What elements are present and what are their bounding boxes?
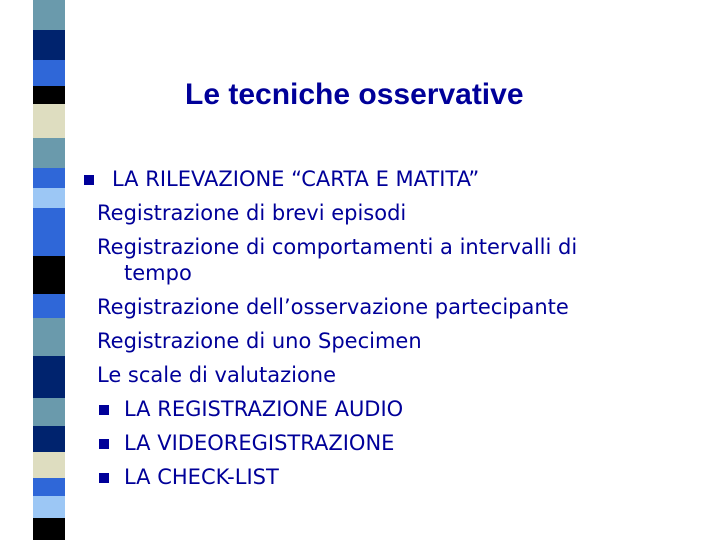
stripe-block bbox=[33, 518, 65, 540]
stripe-block bbox=[33, 426, 65, 452]
list-item bbox=[97, 196, 697, 230]
stripe-block bbox=[33, 496, 65, 518]
stripe-block bbox=[33, 398, 65, 426]
slide-title: Le tecniche osservative bbox=[185, 78, 524, 111]
list-item bbox=[97, 392, 697, 426]
list-item-text: Registrazione di brevi episodi bbox=[97, 201, 407, 225]
list-item bbox=[97, 358, 697, 392]
stripe-block bbox=[33, 256, 65, 294]
list-item bbox=[97, 426, 697, 460]
stripe-block bbox=[33, 452, 65, 478]
list-item-text: Registrazione di uno Specimen bbox=[97, 329, 422, 353]
list-item-text: Registrazione dell’osservazione partecipante bbox=[97, 295, 569, 319]
stripe-block bbox=[33, 356, 65, 398]
stripe-block bbox=[33, 60, 65, 86]
list-item-text: tempo bbox=[124, 261, 192, 285]
list-item bbox=[97, 324, 697, 358]
stripe-block bbox=[33, 294, 65, 318]
slide-content bbox=[97, 162, 697, 494]
list-item-text: Registrazione di comportamenti a intervalli di bbox=[97, 235, 578, 259]
list-item-text: LA RILEVAZIONE “CARTA E MATITA” bbox=[112, 167, 480, 191]
stripe-block bbox=[33, 208, 65, 256]
stripe-block bbox=[33, 478, 65, 496]
list-item-text: LA CHECK-LIST bbox=[124, 465, 279, 489]
decorative-stripe bbox=[33, 0, 65, 540]
stripe-block bbox=[33, 168, 65, 188]
stripe-block bbox=[33, 318, 65, 356]
square-bullet-icon bbox=[84, 175, 94, 185]
square-bullet-icon bbox=[99, 473, 109, 483]
stripe-block bbox=[33, 86, 65, 104]
square-bullet-icon bbox=[99, 405, 109, 415]
list-item-text: LA REGISTRAZIONE AUDIO bbox=[124, 397, 404, 421]
stripe-block bbox=[33, 188, 65, 208]
list-item-text: Le scale di valutazione bbox=[97, 363, 337, 387]
stripe-block bbox=[33, 138, 65, 168]
stripe-block bbox=[33, 0, 65, 30]
list-item bbox=[97, 460, 697, 494]
square-bullet-icon bbox=[99, 439, 109, 449]
stripe-block bbox=[33, 30, 65, 60]
list-item bbox=[97, 162, 697, 196]
list-item bbox=[97, 290, 697, 324]
list-item-text: LA VIDEOREGISTRAZIONE bbox=[124, 431, 395, 455]
list-item-continuation bbox=[97, 256, 697, 290]
stripe-block bbox=[33, 104, 65, 138]
